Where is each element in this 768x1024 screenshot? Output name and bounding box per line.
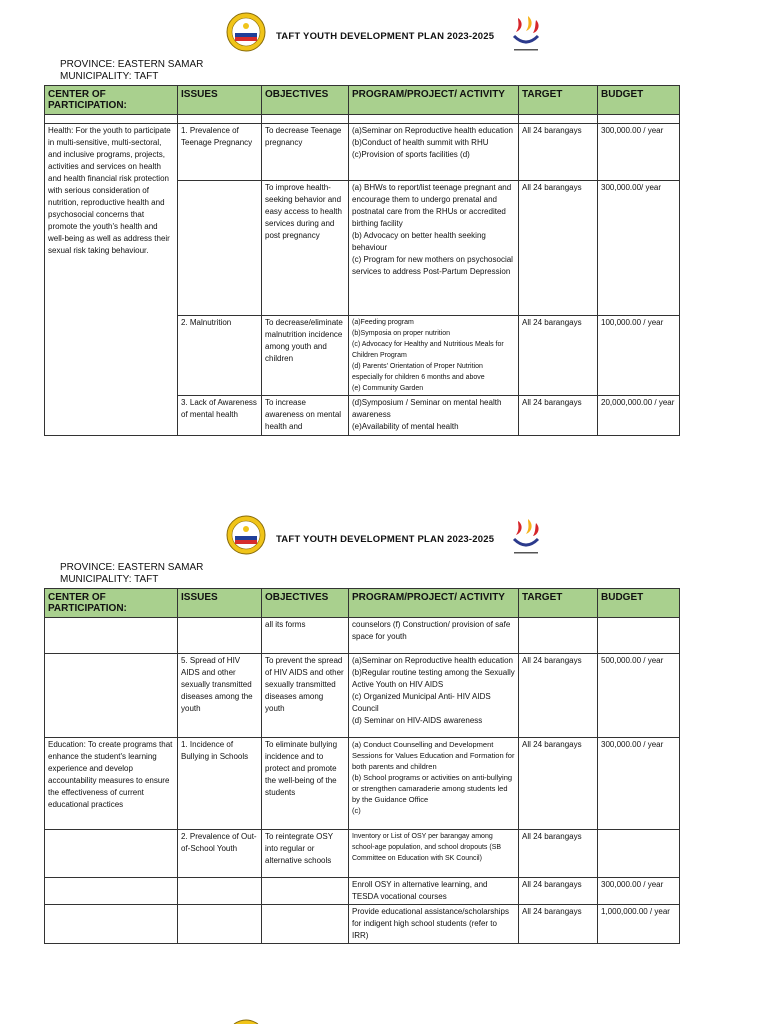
budget-cell xyxy=(598,830,680,878)
target-cell: All 24 barangays xyxy=(519,315,598,395)
table-spacer-row xyxy=(45,115,680,124)
table-row xyxy=(45,878,680,905)
table-header-row xyxy=(45,86,680,115)
column-header-program: PROGRAM/PROJECT/ ACTIVITY xyxy=(349,86,519,115)
objective-cell: To decrease/eliminate malnutrition incidence among youth and children xyxy=(262,315,349,395)
program-cell: (a)Seminar on Reproductive health education (b)Regular routine testing among the Sexually Active Youth on HIV AIDS (c) Organized Municipal Anti- HIV AIDS Council (d) Seminar on HIV-AIDS awareness xyxy=(349,654,519,738)
budget-cell: 100,000.00 / year xyxy=(598,315,680,395)
center-of-participation-cell xyxy=(45,654,178,738)
column-header-target: TARGET xyxy=(519,589,598,618)
column-header-budget: BUDGET xyxy=(598,589,680,618)
issue-cell: 2. Malnutrition xyxy=(178,315,262,395)
objective-cell: To decrease Teenage pregnancy xyxy=(262,124,349,181)
objective-cell: To reintegrate OSY into regular or alternative schools xyxy=(262,830,349,878)
center-of-participation-cell: Education: To create programs that enhance the student's learning experience and develop accountability measures to ensure the effectiveness of current educational practices xyxy=(45,738,178,830)
budget-cell: 300,000.00/ year xyxy=(598,181,680,315)
province-label: PROVINCE: EASTERN SAMAR xyxy=(60,562,204,573)
column-header-program: PROGRAM/PROJECT/ ACTIVITY xyxy=(349,589,519,618)
issue-cell xyxy=(178,905,262,944)
municipality-label: MUNICIPALITY: TAFT xyxy=(60,574,159,585)
program-cell: (a)Feeding program (b)Symposia on proper nutrition (c) Advocacy for Healthy and Nutritious Meals for Children Program (d) Parents' Orientation of Proper Nutrition especially for children 6 months and above (e) Community Garden xyxy=(349,315,519,395)
center-of-participation-cell xyxy=(45,905,178,944)
budget-cell: 20,000,000.00 / year xyxy=(598,395,680,435)
plan-table xyxy=(44,85,680,436)
municipal-seal-icon xyxy=(226,515,266,555)
target-cell: All 24 barangays xyxy=(519,654,598,738)
province-label: PROVINCE: EASTERN SAMAR xyxy=(60,59,204,70)
table-row xyxy=(45,830,680,878)
table-row xyxy=(45,905,680,944)
table-header-row xyxy=(45,589,680,618)
issue-cell: 1. Prevalence of Teenage Pregnancy xyxy=(178,124,262,181)
center-of-participation-cell xyxy=(45,878,178,905)
target-cell: All 24 barangays xyxy=(519,830,598,878)
column-header-center: CENTER OF PARTICIPATION: xyxy=(45,589,178,618)
column-header-issues: ISSUES xyxy=(178,86,262,115)
page-header xyxy=(0,503,768,563)
column-header-issues: ISSUES xyxy=(178,589,262,618)
issue-cell xyxy=(178,618,262,654)
program-cell: Inventory or List of OSY per barangay among school-age population, and school dropouts (SB Committee on Education with SK Council) xyxy=(349,830,519,878)
table-row xyxy=(45,654,680,738)
column-header-center: CENTER OF PARTICIPATION: xyxy=(45,86,178,115)
budget-cell xyxy=(598,618,680,654)
program-cell: (a)Seminar on Reproductive health education (b)Conduct of health summit with RHU (c)Provision of sports facilities (d) xyxy=(349,124,519,181)
objective-cell: To increase awareness on mental health and xyxy=(262,395,349,435)
page-header xyxy=(0,0,768,60)
program-cell: Enroll OSY in alternative learning, and TESDA vocational courses xyxy=(349,878,519,905)
target-cell: All 24 barangays xyxy=(519,905,598,944)
municipal-seal-icon xyxy=(226,12,266,52)
municipality-label: MUNICIPALITY: TAFT xyxy=(60,71,159,82)
center-of-participation-cell: Health: For the youth to participate in multi-sensitive, multi-sectoral, and inclusive programs, projects, activities and services on health and health financial risk protection with serious consideration of nutrition, reproductive health and psychosocial concerns that promote the youth's health and well-being as well as address their sexual risk taking behaviour. xyxy=(45,124,178,436)
column-header-objectives: OBJECTIVES xyxy=(262,86,349,115)
objective-cell: all its forms xyxy=(262,618,349,654)
plan-table xyxy=(44,588,680,944)
program-cell: (a) BHWs to report/list teenage pregnant and encourage them to undergo prenatal and postnatal care from the RHUs or accredited birthing facility (b) Advocacy on better health seeking behaviour (c) Program for new mothers on psychosocial services to address Post-Partum Depression xyxy=(349,181,519,315)
budget-cell: 300,000.00 / year xyxy=(598,124,680,181)
issue-cell: 5. Spread of HIV AIDS and other sexually transmitted diseases among the youth xyxy=(178,654,262,738)
table-row xyxy=(45,738,680,830)
budget-cell: 500,000.00 / year xyxy=(598,654,680,738)
budget-cell: 1,000,000.00 / year xyxy=(598,905,680,944)
target-cell xyxy=(519,618,598,654)
target-cell: All 24 barangays xyxy=(519,738,598,830)
budget-cell: 300,000.00 / year xyxy=(598,738,680,830)
target-cell: All 24 barangays xyxy=(519,124,598,181)
target-cell: All 24 barangays xyxy=(519,395,598,435)
program-cell: counselors (f) Construction/ provision of safe space for youth xyxy=(349,618,519,654)
municipal-seal-icon xyxy=(232,1019,260,1024)
center-of-participation-cell xyxy=(45,618,178,654)
target-cell: All 24 barangays xyxy=(519,878,598,905)
issue-cell: 2. Prevalence of Out-of-School Youth xyxy=(178,830,262,878)
issue-cell xyxy=(178,181,262,315)
sangguniang-kabataan-logo-icon xyxy=(508,517,544,557)
table-row xyxy=(45,124,680,181)
objective-cell: To improve health-seeking behavior and easy access to health services during and post pregnancy xyxy=(262,181,349,315)
objective-cell: To prevent the spread of HIV AIDS and other sexually transmitted diseases among youth xyxy=(262,654,349,738)
program-cell: Provide educational assistance/scholarships for indigent high school students (refer to IRR) xyxy=(349,905,519,944)
issue-cell: 3. Lack of Awareness of mental health xyxy=(178,395,262,435)
column-header-target: TARGET xyxy=(519,86,598,115)
objective-cell xyxy=(262,878,349,905)
document-page-3-edge xyxy=(0,1016,768,1024)
column-header-budget: BUDGET xyxy=(598,86,680,115)
document-title: TAFT YOUTH DEVELOPMENT PLAN 2023-2025 xyxy=(276,31,495,42)
objective-cell: To eliminate bullying incidence and to protect and promote the well-being of the students xyxy=(262,738,349,830)
target-cell: All 24 barangays xyxy=(519,181,598,315)
program-cell: (a) Conduct Counselling and Development Sessions for Values Education and Formation for both parents and children (b) School programs or activities on anti-bullying or strengthen camaraderie among students led by the Guidance Office (c) xyxy=(349,738,519,830)
issue-cell xyxy=(178,878,262,905)
program-cell: (d)Symposium / Seminar on mental health awareness (e)Availability of mental health xyxy=(349,395,519,435)
sangguniang-kabataan-logo-icon xyxy=(508,14,544,54)
budget-cell: 300,000.00 / year xyxy=(598,878,680,905)
table-row xyxy=(45,618,680,654)
objective-cell xyxy=(262,905,349,944)
column-header-objectives: OBJECTIVES xyxy=(262,589,349,618)
issue-cell: 1. Incidence of Bullying in Schools xyxy=(178,738,262,830)
document-title: TAFT YOUTH DEVELOPMENT PLAN 2023-2025 xyxy=(276,534,495,545)
center-of-participation-cell xyxy=(45,830,178,878)
